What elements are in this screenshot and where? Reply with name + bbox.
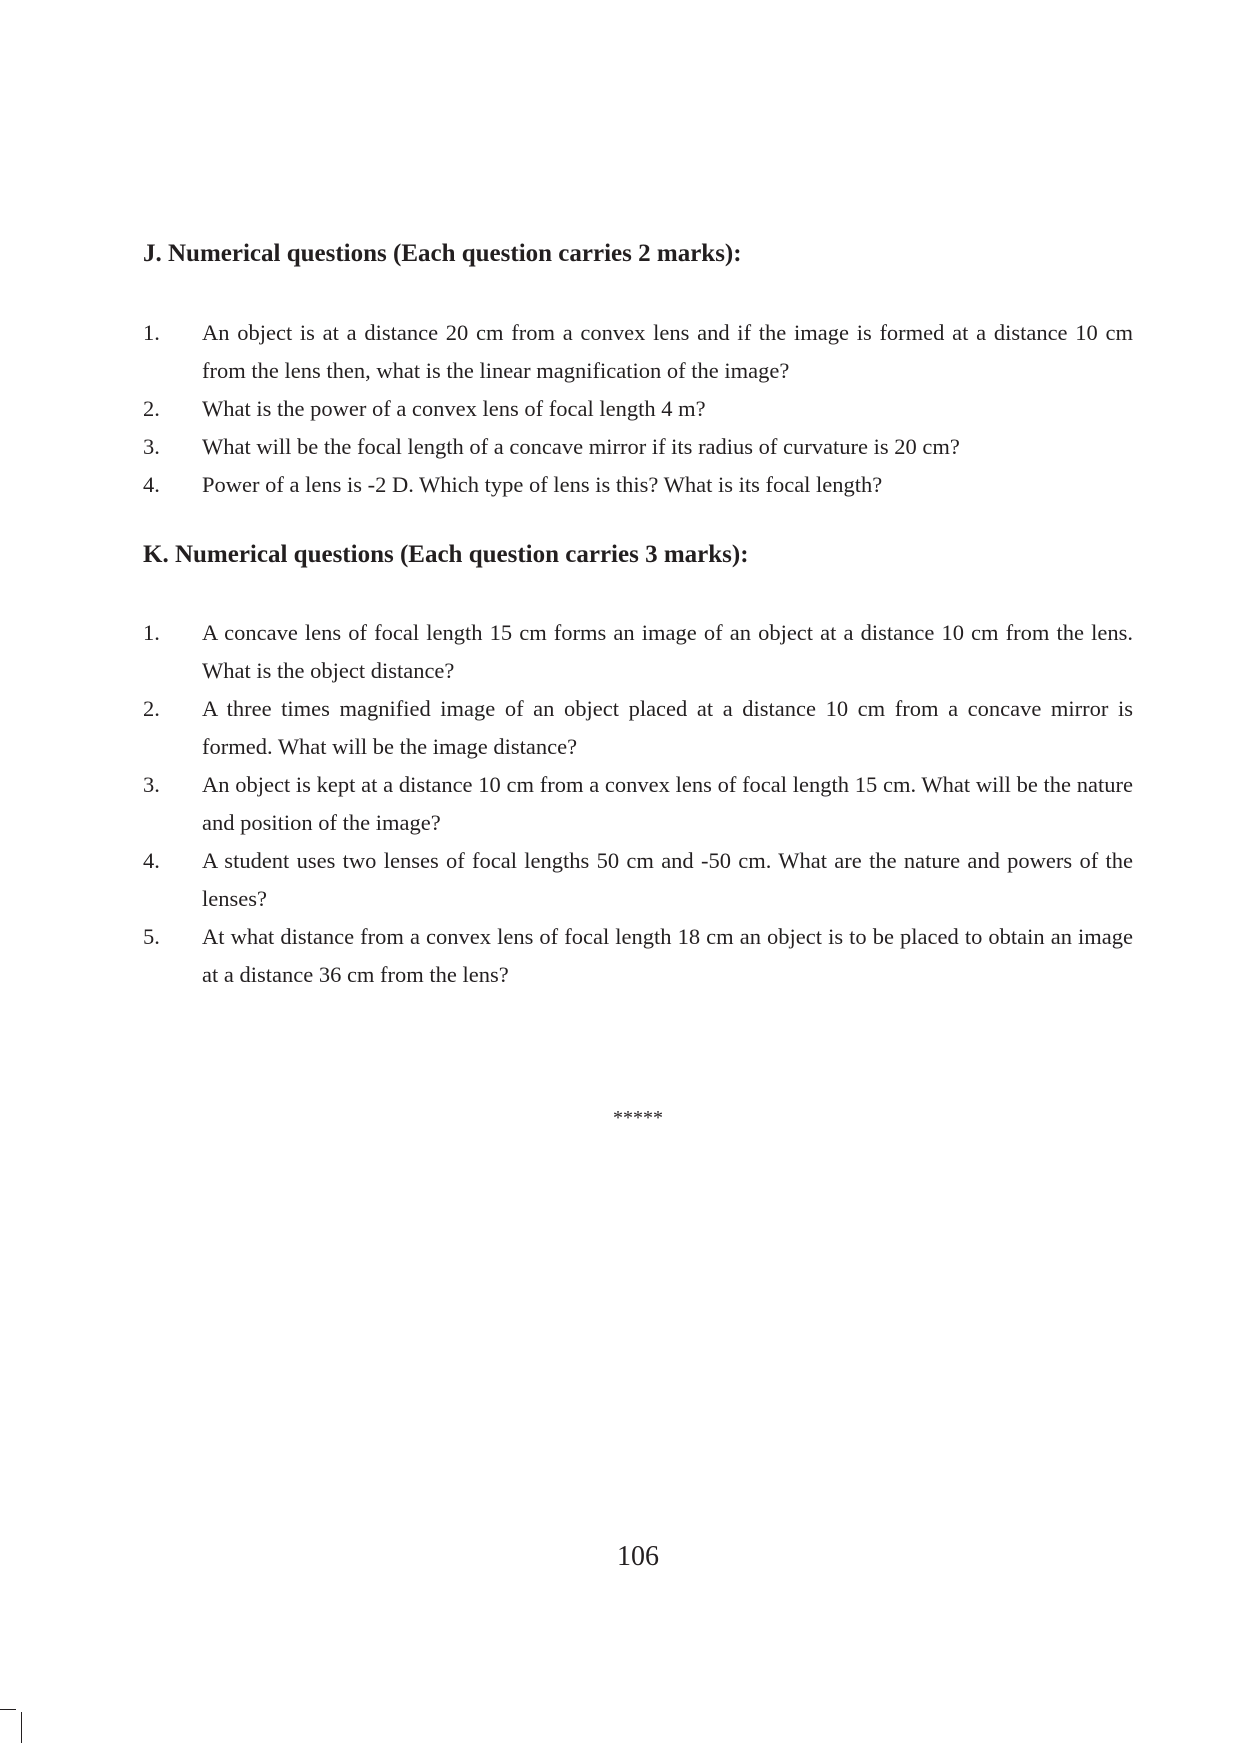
question-text: At what distance from a convex lens of focal length 18 cm an object is to be placed to obtain an image at a distance 36 cm from the lens?: [202, 924, 1133, 987]
question-number: 2.: [143, 396, 160, 421]
section-heading-k: K. Numerical questions (Each question carries 3 marks):: [143, 541, 749, 568]
page-number: 106: [617, 1541, 659, 1572]
question-number: 3.: [143, 434, 160, 459]
question-number: 4.: [143, 848, 160, 873]
question-item: [143, 466, 1133, 504]
question-number: 1.: [143, 620, 160, 645]
section-separator: *****: [613, 1107, 663, 1129]
question-item: [143, 690, 1133, 766]
question-text: A student uses two lenses of focal lengths 50 cm and -50 cm. What are the nature and powers of the lenses?: [202, 848, 1133, 911]
question-item: [143, 428, 1133, 466]
question-number: 2.: [143, 696, 160, 721]
question-text: What is the power of a convex lens of focal length 4 m?: [202, 396, 706, 421]
question-text: An object is kept at a distance 10 cm from a convex lens of focal length 15 cm. What will be the nature and position of the image?: [202, 772, 1133, 835]
question-text: Power of a lens is -2 D. Which type of lens is this? What is its focal length?: [202, 472, 883, 497]
question-item: [143, 614, 1133, 690]
question-text: A concave lens of focal length 15 cm forms an image of an object at a distance 10 cm from the lens. What is the object distance?: [202, 620, 1133, 683]
question-number: 3.: [143, 772, 160, 797]
question-number: 1.: [143, 320, 160, 345]
question-number: 4.: [143, 472, 160, 497]
crop-mark-horizontal: [0, 1709, 16, 1710]
question-number: 5.: [143, 924, 160, 949]
question-text: What will be the focal length of a concave mirror if its radius of curvature is 20 cm?: [202, 434, 960, 459]
question-item: [143, 918, 1133, 994]
question-item: [143, 314, 1133, 390]
question-list-k: [143, 614, 1133, 994]
question-list-j: [143, 314, 1133, 504]
question-item: [143, 766, 1133, 842]
question-text: An object is at a distance 20 cm from a convex lens and if the image is formed at a distance 10 cm from the lens then, what is the linear magnification of the image?: [202, 320, 1133, 383]
section-heading-j: J. Numerical questions (Each question carries 2 marks):: [143, 240, 742, 267]
question-item: [143, 842, 1133, 918]
question-item: [143, 390, 1133, 428]
question-text: A three times magnified image of an object placed at a distance 10 cm from a concave mirror is formed. What will be the image distance?: [202, 696, 1133, 759]
crop-mark-vertical: [21, 1712, 22, 1743]
